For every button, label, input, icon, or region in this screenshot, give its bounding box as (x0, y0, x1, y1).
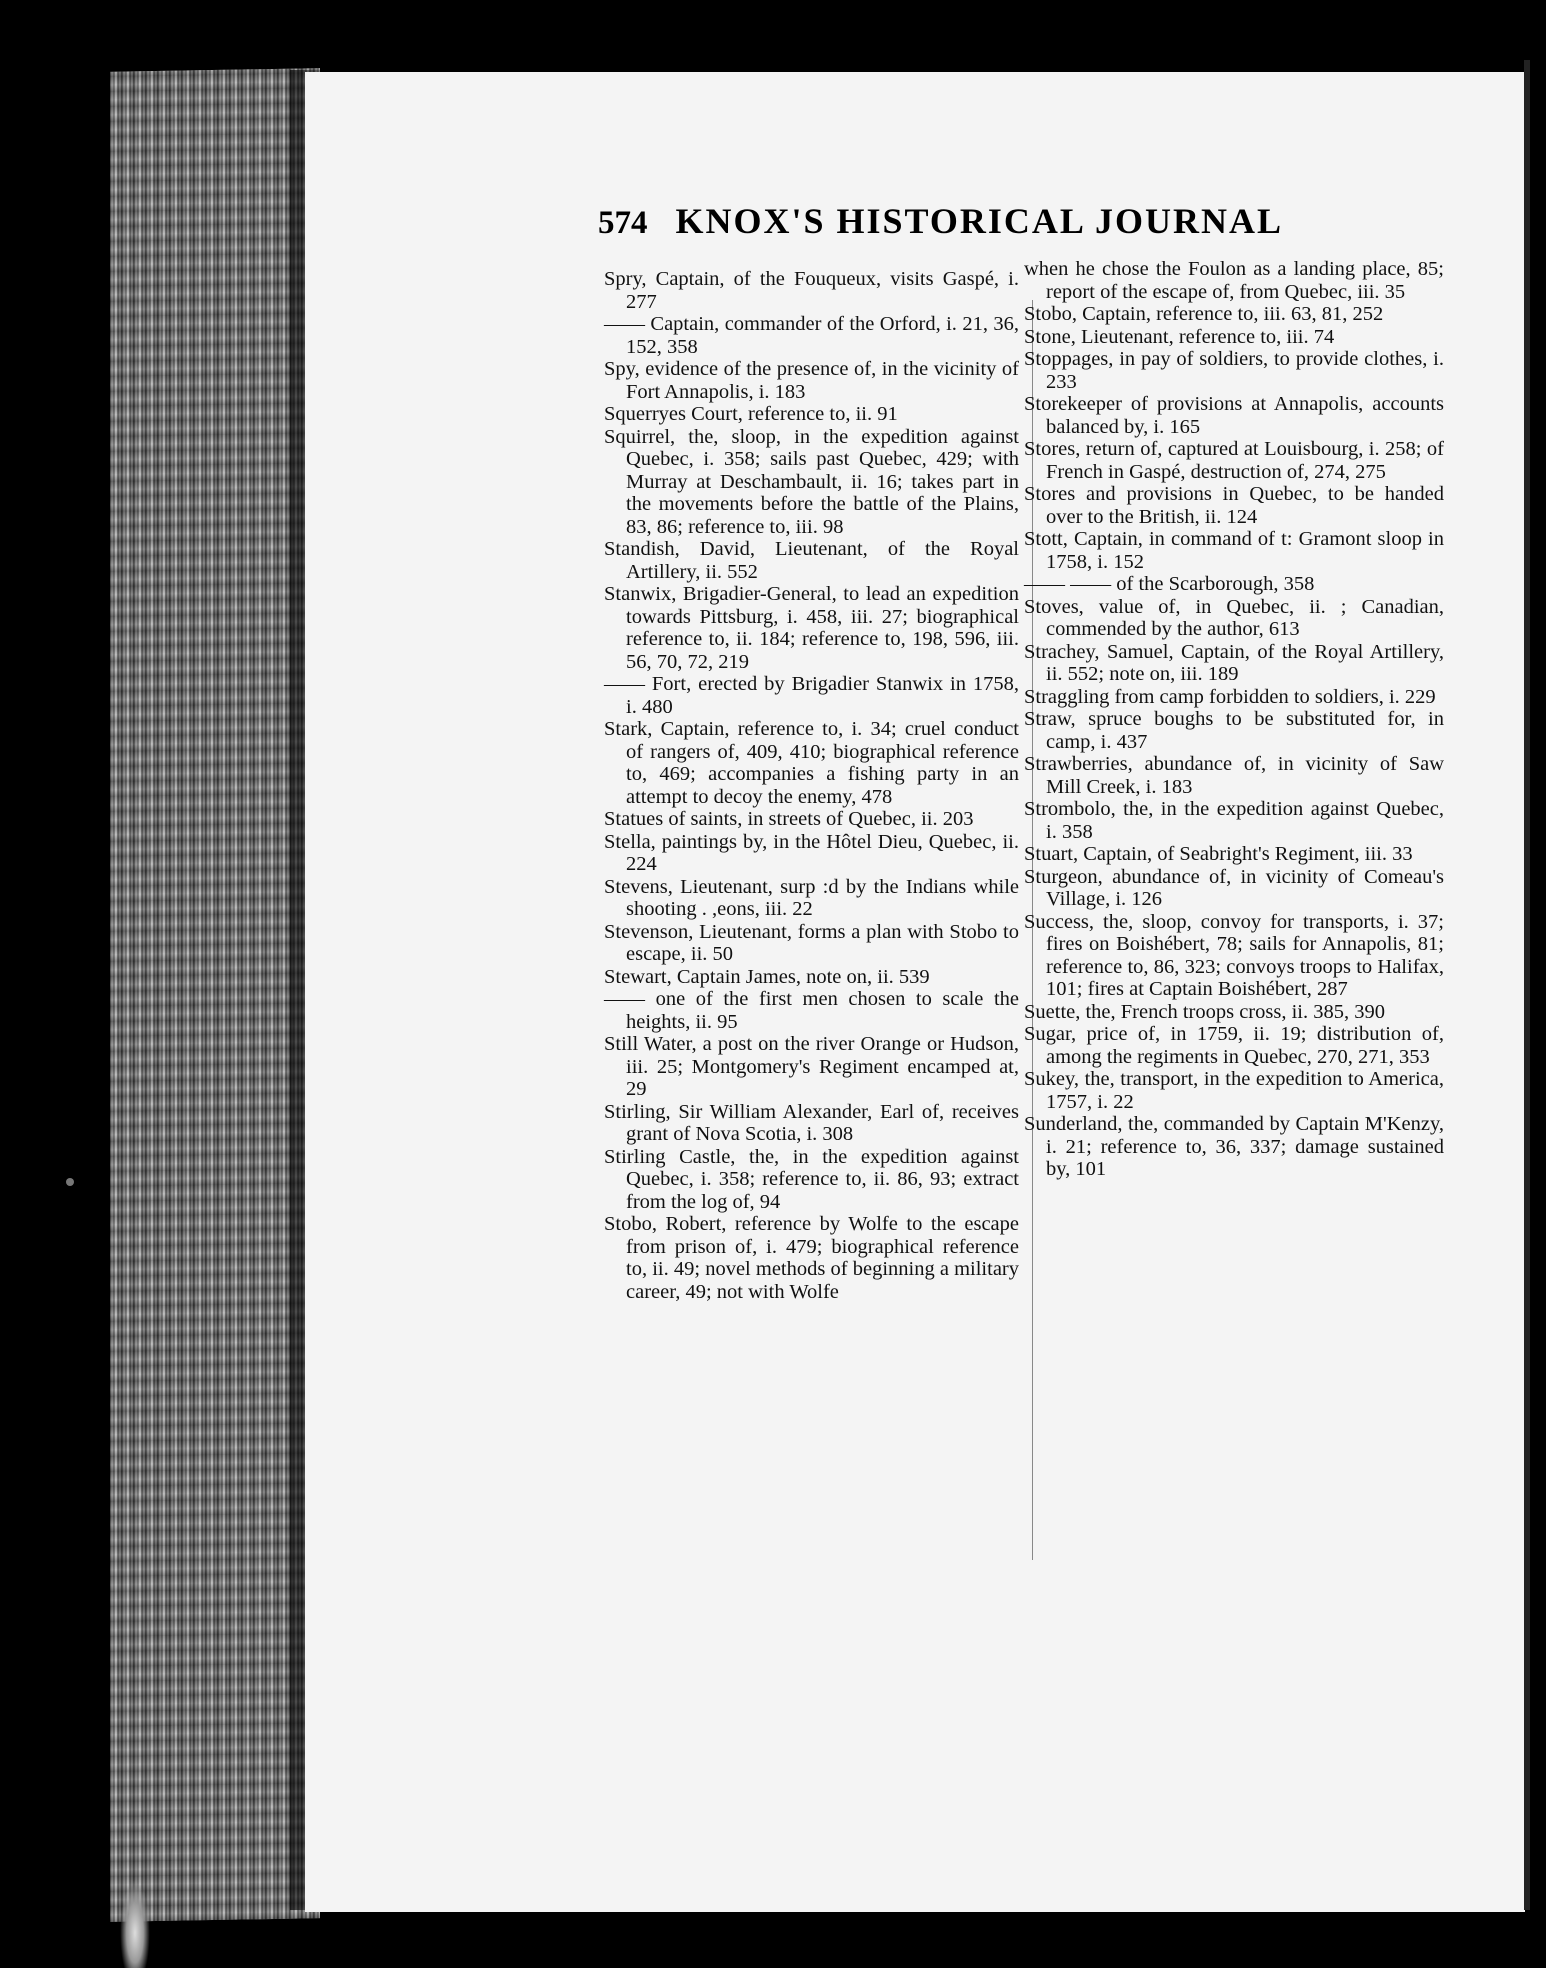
scan-speck (66, 1178, 74, 1186)
index-entry: Stewart, Captain James, note on, ii. 539 (604, 965, 930, 988)
index-entry: Stobo, Robert, reference by Wolfe to the escape from prison of, i. 479; biographical reference to, ii. 49; novel methods of beginning a military career, 49; not with Wolfe (604, 1213, 1019, 1303)
page-header (598, 200, 1298, 260)
index-entry: Straggling from camp forbidden to soldiers, i. 229 (1024, 685, 1436, 708)
index-entry: Spry, Captain, of the Fouqueux, visits Gaspé, i. 277 (604, 268, 1019, 313)
index-entry: Still Water, a post on the river Orange or Hudson, iii. 25; Montgomery's Regiment encamped at, 29 (604, 1033, 1019, 1100)
index-entry: Strombolo, the, in the expedition against Quebec, i. 358 (1024, 798, 1444, 843)
index-entry: Sugar, price of, in 1759, ii. 19; distribution of, among the regiments in Quebec, 270, 271, 353 (1024, 1023, 1444, 1068)
index-entry: Stanwix, Brigadier-General, to lead an expedition towards Pittsburg, i. 458, iii. 27; biographical reference to, ii. 184; reference to, 198, 596, iii. 56, 70, 72, 219 (604, 583, 1019, 673)
scan-artifact (120, 1880, 150, 1968)
index-entry: Spy, evidence of the presence of, in the vicinity of Fort Annapolis, i. 183 (604, 358, 1019, 403)
index-entry: Success, the, sloop, convoy for transports, i. 37; fires on Boishébert, 78; sails for Annapolis, 81; reference to, 86, 323; convoys troops to Halifax, 101; fires at Captain Boishébert, 287 (1024, 910, 1444, 1000)
index-column-right (1024, 258, 1444, 1181)
index-entry: Standish, David, Lieutenant, of the Royal Artillery, ii. 552 (604, 538, 1019, 583)
index-entry: Stone, Lieutenant, reference to, iii. 74 (1024, 325, 1335, 348)
index-entry: Storekeeper of provisions at Annapolis, accounts balanced by, i. 165 (1024, 393, 1444, 438)
index-entry: Sukey, the, transport, in the expedition to America, 1757, i. 22 (1024, 1068, 1444, 1113)
index-entry: Stirling, Sir William Alexander, Earl of, receives grant of Nova Scotia, i. 308 (604, 1100, 1019, 1145)
index-entry: —— Captain, commander of the Orford, i. 21, 36, 152, 358 (604, 313, 1019, 358)
index-entry: Stott, Captain, in command of t: Gramont sloop in 1758, i. 152 (1024, 528, 1444, 573)
index-entry: Stark, Captain, reference to, i. 34; cruel conduct of rangers of, 409, 410; biographical reference to, 469; accompanies a fishing party in an attempt to decoy the enemy, 478 (604, 718, 1019, 808)
index-entry: Squerryes Court, reference to, ii. 91 (604, 403, 898, 425)
index-entry: Sunderland, the, commanded by Captain M'Kenzy, i. 21; reference to, 36, 337; damage sustained by, 101 (1024, 1113, 1444, 1180)
page-edge-right (1524, 60, 1530, 1910)
index-entry: when he chose the Foulon as a landing place, 85; report of the escape of, from Quebec, iii. 35 (1024, 258, 1444, 303)
index-column-left (604, 268, 1019, 1303)
index-entry: Stobo, Captain, reference to, iii. 63, 81, 252 (1024, 303, 1384, 325)
index-entry: Stoppages, in pay of soldiers, to provide clothes, i. 233 (1024, 348, 1444, 393)
index-entry: Suette, the, French troops cross, ii. 385, 390 (1024, 1000, 1385, 1023)
index-entry: Strachey, Samuel, Captain, of the Royal Artillery, ii. 552; note on, iii. 189 (1024, 640, 1444, 685)
index-entry: —— —— of the Scarborough, 358 (1024, 573, 1315, 595)
index-entry: —— one of the first men chosen to scale the heights, ii. 95 (604, 988, 1019, 1033)
page-number: 574 (598, 205, 648, 241)
index-entry: Statues of saints, in streets of Quebec, ii. 203 (604, 808, 974, 830)
book-page-edges (110, 68, 320, 1922)
index-entry: Strawberries, abundance of, in vicinity of Saw Mill Creek, i. 183 (1024, 753, 1444, 798)
index-entry: Stirling Castle, the, in the expedition against Quebec, i. 358; reference to, ii. 86, 93; extract from the log of, 94 (604, 1145, 1019, 1213)
index-entry: Stores and provisions in Quebec, to be handed over to the British, ii. 124 (1024, 483, 1444, 528)
index-entry: —— Fort, erected by Brigadier Stanwix in 1758, i. 480 (604, 673, 1019, 718)
index-entry: Stoves, value of, in Quebec, ii. ; Canadian, commended by the author, 613 (1024, 595, 1444, 640)
index-entry: Stevens, Lieutenant, surp :d by the Indians while shooting . ,eons, iii. 22 (604, 875, 1019, 920)
index-entry: Stores, return of, captured at Louisbourg, i. 258; of French in Gaspé, destruction of, 274, 275 (1024, 438, 1444, 483)
running-title: KNOX'S HISTORICAL JOURNAL (675, 201, 1283, 241)
index-entry: Straw, spruce boughs to be substituted for, in camp, i. 437 (1024, 708, 1444, 753)
index-entry: Stevenson, Lieutenant, forms a plan with Stobo to escape, ii. 50 (604, 920, 1019, 965)
index-entry: Squirrel, the, sloop, in the expedition against Quebec, i. 358; sails past Quebec, 429; with Murray at Deschambault, ii. 16; takes part in the movements before the battle of the Plains, 83, 86; reference to, iii. 98 (604, 425, 1019, 538)
index-entry: Stuart, Captain, of Seabright's Regiment, iii. 33 (1024, 843, 1413, 865)
index-entry: Sturgeon, abundance of, in vicinity of Comeau's Village, i. 126 (1024, 865, 1444, 910)
index-entry: Stella, paintings by, in the Hôtel Dieu, Quebec, ii. 224 (604, 830, 1019, 875)
